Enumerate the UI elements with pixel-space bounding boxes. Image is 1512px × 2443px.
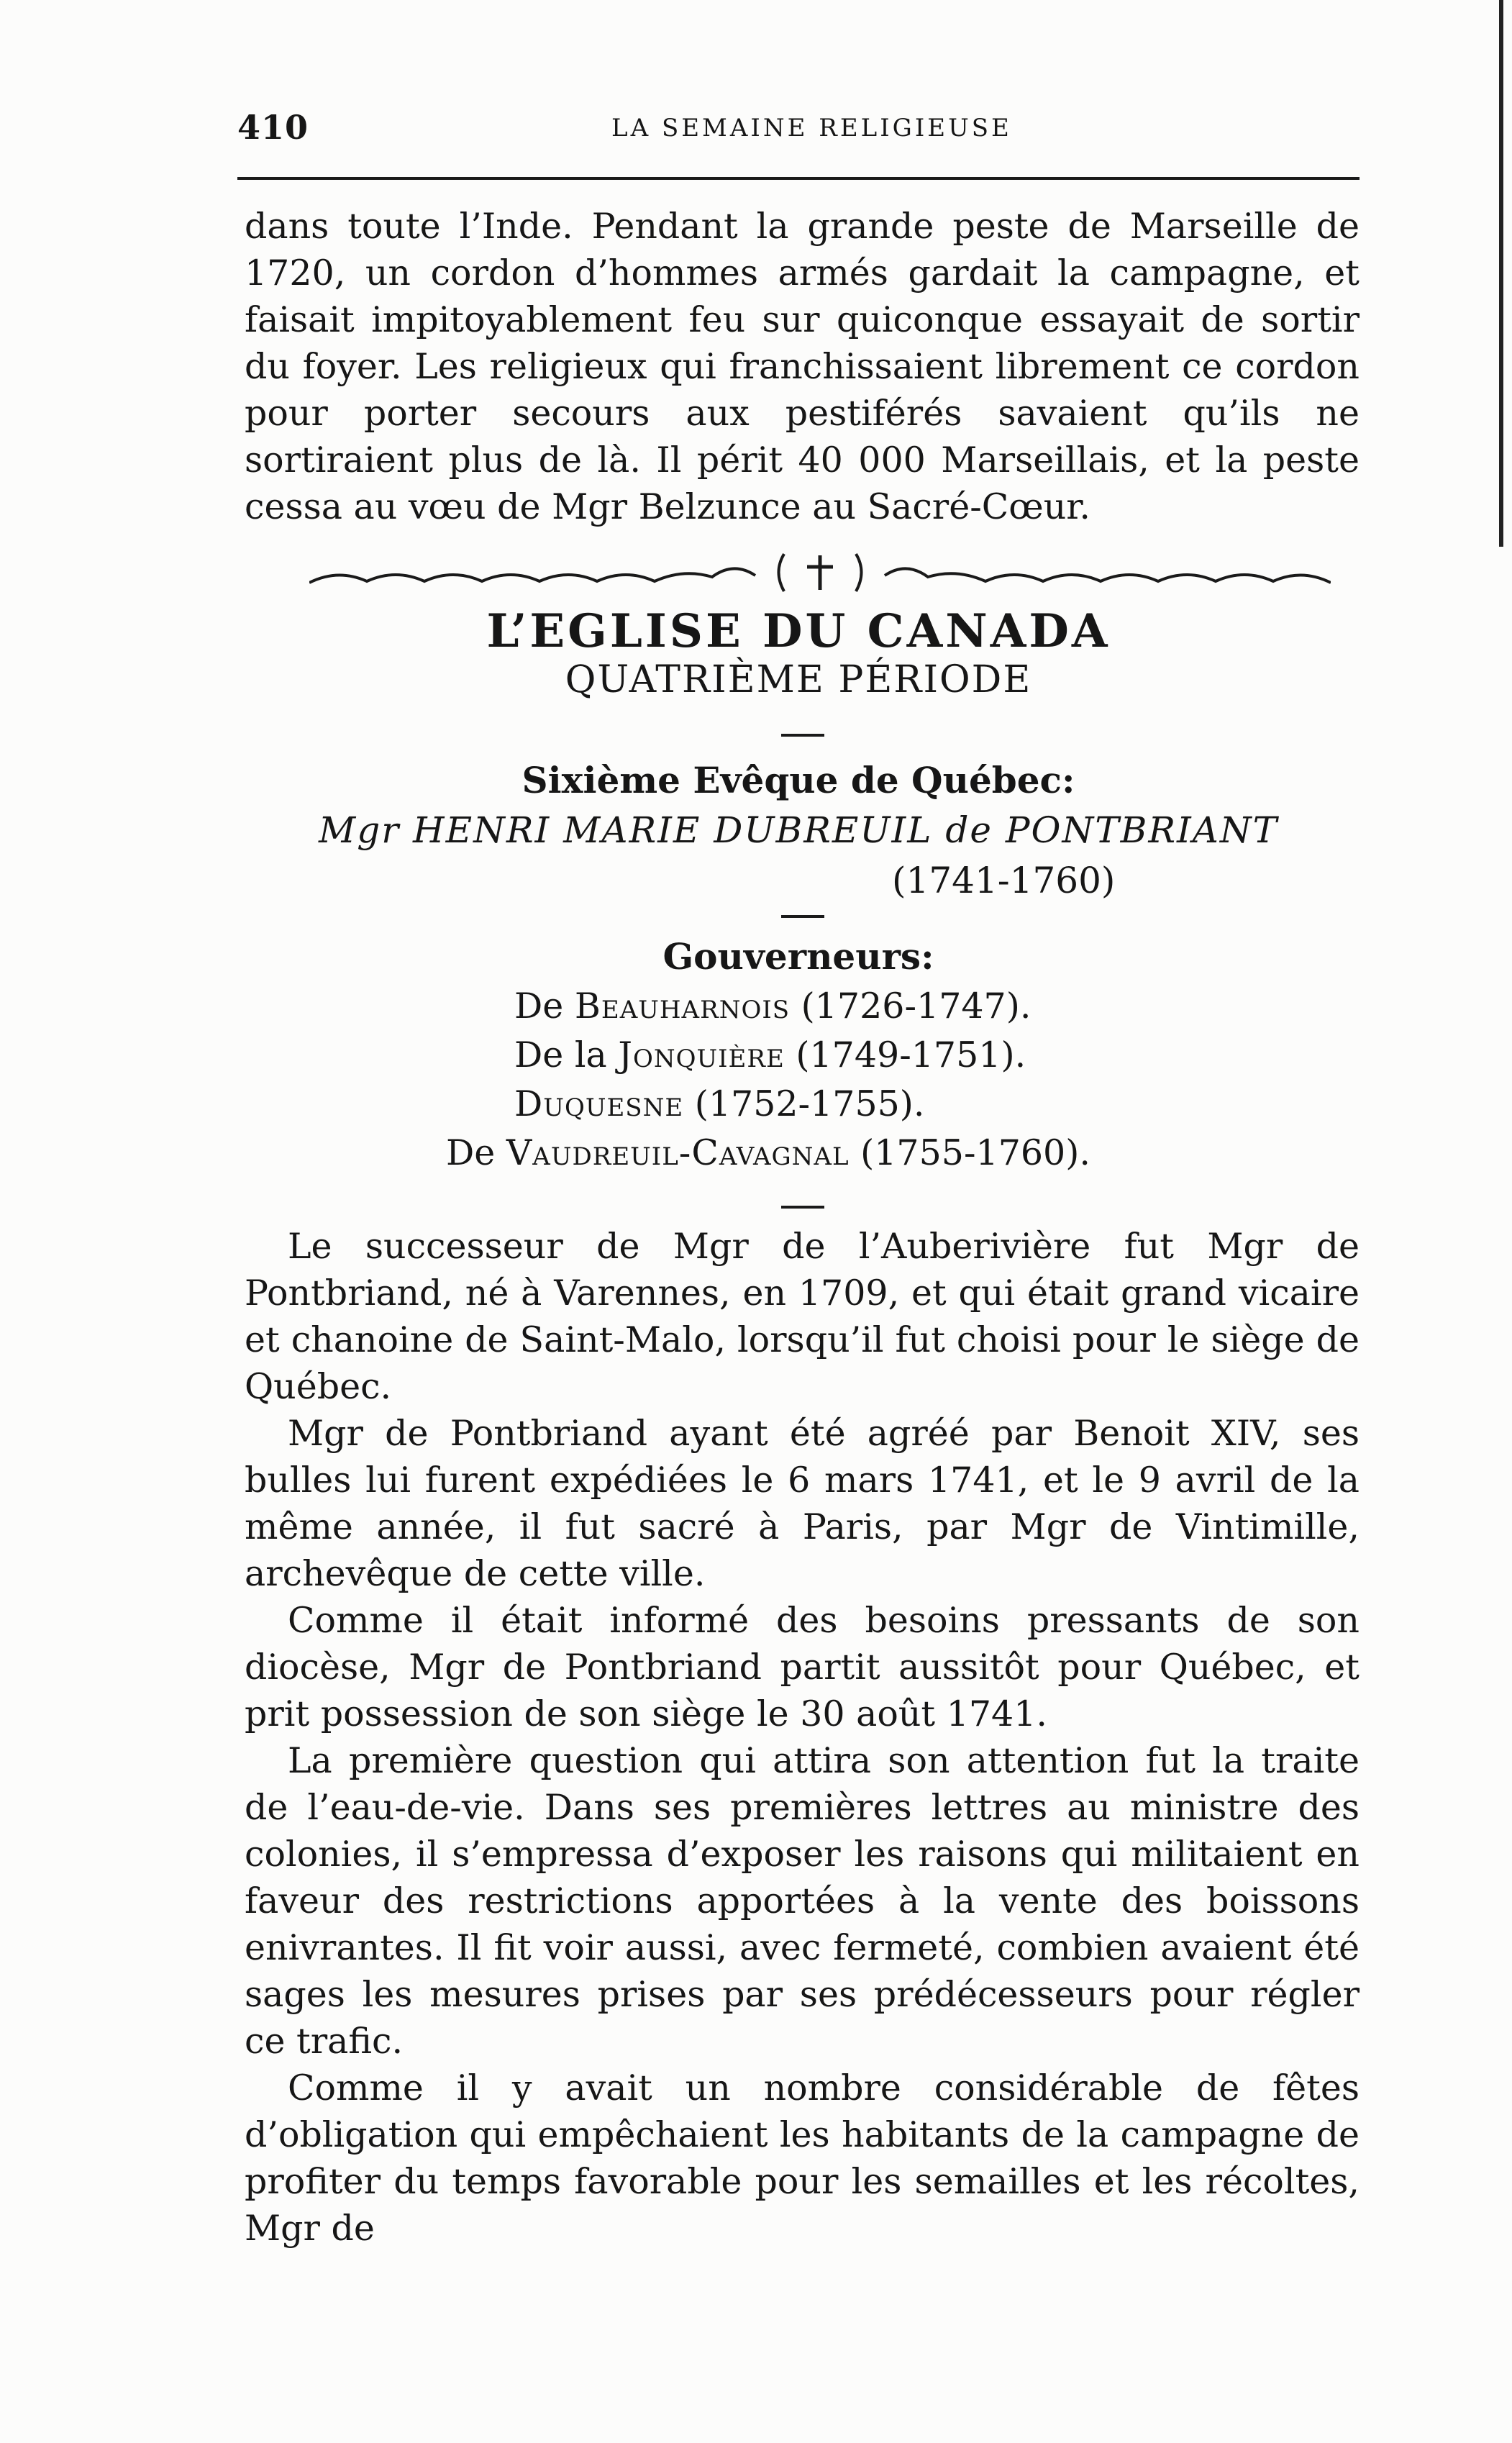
- page-number: 410: [237, 108, 309, 147]
- governor-entry: [446, 1132, 1090, 1173]
- paragraph: Le successeur de Mgr de l’Auberivière fut Mgr de Pontbriand, né à Varennes, en 1709, et qui était grand vicaire et chanoine de Saint-Malo, lorsqu’il fut choisi pour le siège de Québec.: [245, 1226, 1360, 1407]
- main-text: [245, 1223, 1360, 2252]
- governor-prefix: De: [446, 1132, 496, 1173]
- paragraph: Mgr de Pontbriand ayant été agréé par Benoit XIV, ses bulles lui furent expédiées le 6 mars 1741, et le 9 avril de la même année, il fut sacré à Paris, par Mgr de Vintimille, archevêque de cette ville.: [245, 1413, 1360, 1594]
- intro-text: [245, 203, 1360, 530]
- governor-name: Duquesne: [514, 1083, 684, 1124]
- governor-entry: [514, 1034, 1026, 1075]
- section-title: L’EGLISE DU CANADA: [486, 604, 1111, 658]
- running-title: LA SEMAINE RELIGIEUSE: [611, 114, 1012, 142]
- governor-years: (1752-1755).: [694, 1083, 925, 1124]
- governor-name: Jonquière: [618, 1034, 785, 1075]
- bishop-label: Sixième Evêque de Québec:: [522, 759, 1075, 801]
- governor-entry: [514, 986, 1031, 1027]
- paragraph: Comme il était informé des besoins pressants de son diocèse, Mgr de Pontbriand partit aussitôt pour Québec, et prit possession de son siège le 30 août 1741.: [245, 1600, 1360, 1734]
- governor-prefix: De la: [514, 1034, 607, 1075]
- governor-prefix: De: [514, 986, 564, 1027]
- paragraph: Comme il y avait un nombre considérable de fêtes d’obligation qui empêchaient les habitants de la campagne de profiter du temps favorable pour les semailles et les récoltes, Mgr de: [245, 2067, 1360, 2249]
- governor-years: (1749-1751).: [796, 1034, 1026, 1075]
- header-rule: [237, 177, 1360, 180]
- governor-name: Beauharnois: [574, 986, 791, 1027]
- intro-paragraph: dans toute l’Inde. Pendant la grande peste de Marseille de 1720, un cordon d’hommes armés gardait la campagne, et faisait impitoyablement feu sur quiconque essayait de sortir du foyer. Les religieux qui franchissaient librement ce cordon pour porter secours aux pestiférés savaient qu’ils ne sortiraient plus de là. Il périt 40 000 Marseillais, et la peste cessa au vœu de Mgr Belzunce au Sacré-Cœur.: [245, 206, 1360, 527]
- bishop-years: (1741-1760): [892, 860, 1116, 901]
- separator-dash: [781, 1206, 824, 1209]
- paragraph: La première question qui attira son attention fut la traite de l’eau-de-vie. Dans ses premières lettres au ministre des colonies, il s’empressa d’exposer les raisons qui militaient en faveur des restrictions apportées à la vente des boissons enivrantes. Il fit voir aussi, avec fermeté, combien avaient été sages les mesures prises par ses prédécesseurs pour régler ce trafic.: [245, 1740, 1360, 2062]
- separator-dash: [781, 915, 824, 918]
- page-edge-shadow: [1499, 0, 1503, 547]
- bishop-name: Mgr HENRI MARIE DUBREUIL de PONTBRIANT: [319, 809, 1278, 851]
- governors-label: Gouverneurs:: [662, 935, 934, 978]
- separator-dash: [781, 734, 824, 737]
- section-subtitle: QUATRIÈME PÉRIODE: [565, 658, 1032, 701]
- section-ornament: [309, 547, 1331, 597]
- governor-years: (1726-1747).: [801, 986, 1031, 1027]
- governor-name: Vaudreuil-Cavagnal: [506, 1132, 850, 1173]
- running-head: [237, 108, 1360, 151]
- governor-years: (1755-1760).: [860, 1132, 1090, 1173]
- governor-entry: [514, 1083, 925, 1124]
